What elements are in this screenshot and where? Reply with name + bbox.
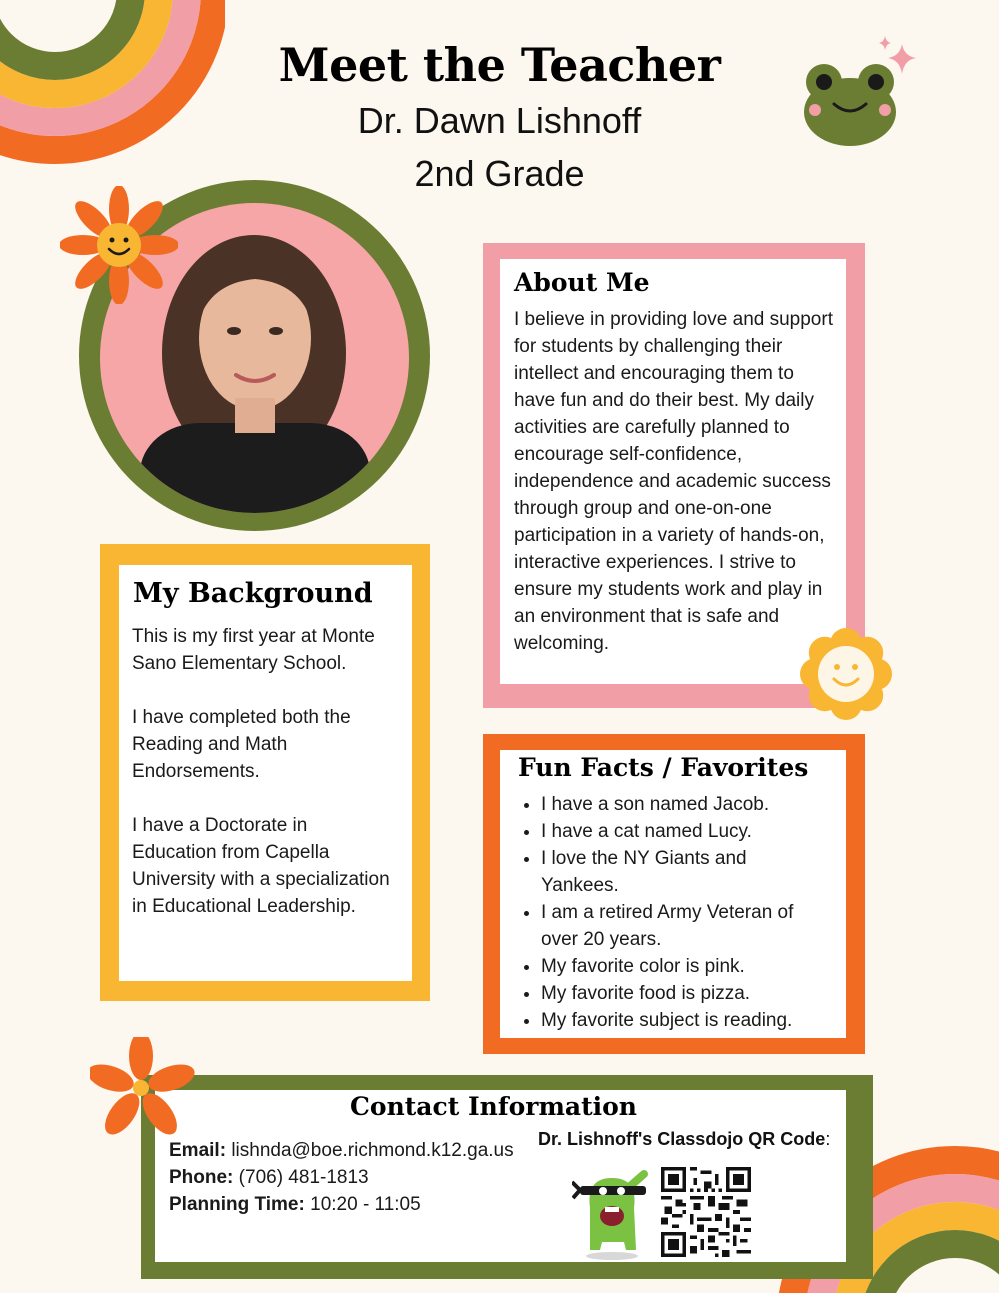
contact-details <box>169 1137 514 1218</box>
planning-time-line <box>169 1191 514 1218</box>
phone-number[interactable]: (706) 481-1813 <box>238 1167 369 1188</box>
qr-code[interactable] <box>661 1167 751 1257</box>
classdojo-monster-icon <box>572 1168 652 1262</box>
fun-fact-item: • I love the NY Giants and Yankees. <box>541 845 829 899</box>
background-paragraph: I have completed both the Reading and Math Endorsements. <box>132 707 351 782</box>
background-paragraph: I have a Doctorate in Education from Capella University with a specialization in Educational Leadership. <box>132 815 390 917</box>
smiley-flower-icon <box>60 186 178 304</box>
sparkle-icon <box>876 36 922 80</box>
about-me-text: I believe in providing love and support for students by challenging their intellect and encouraging them to have fun and do their best. My daily activities are carefully planned to encourage self-confidence, independence and academic success through group and one-on-one participation in a variety of hands-on, interactive experiences. I strive to ensure my students work and play in an environment that is safe and welcoming. <box>514 309 833 654</box>
about-me-heading: About Me <box>514 268 650 297</box>
phone-line <box>169 1164 514 1191</box>
fun-fact-item: • I have a cat named Lucy. <box>541 818 829 845</box>
page-title: Meet the Teacher <box>278 38 721 92</box>
email-line <box>169 1137 514 1164</box>
fun-facts-heading: Fun Facts / Favorites <box>518 753 809 782</box>
email-label: Email: <box>169 1140 227 1161</box>
email-address[interactable]: lishnda@boe.richmond.k12.ga.us <box>231 1140 514 1161</box>
phone-label: Phone: <box>169 1167 234 1188</box>
contact-heading: Contact Information <box>350 1092 637 1121</box>
fun-fact-item: • My favorite food is pizza. <box>541 980 829 1007</box>
background-paragraph: This is my first year at Monte Sano Elementary School. <box>132 626 375 674</box>
planning-time-value: 10:20 - 11:05 <box>310 1194 421 1215</box>
background-heading: My Background <box>133 578 373 609</box>
fun-fact-item: • My favorite color is pink. <box>541 953 829 980</box>
qr-code-label: Dr. Lishnoff's Classdojo QR Code <box>538 1129 826 1149</box>
planning-time-label: Planning Time: <box>169 1194 305 1215</box>
fun-fact-item: • My favorite subject is reading. <box>541 1007 829 1034</box>
fun-facts-list <box>519 791 829 1034</box>
teacher-name: Dr. Dawn Lishnoff <box>357 100 642 141</box>
grade-label: 2nd Grade <box>414 153 585 194</box>
background-text <box>132 623 394 920</box>
smiley-face-icon <box>800 628 892 720</box>
qr-code-colon: : <box>825 1129 831 1149</box>
qr-code-caption <box>538 1129 830 1150</box>
orange-flower-icon <box>90 1037 196 1143</box>
fun-fact-item: • I am a retired Army Veteran of over 20 years. <box>541 899 829 953</box>
fun-fact-item: • I have a son named Jacob. <box>541 791 829 818</box>
